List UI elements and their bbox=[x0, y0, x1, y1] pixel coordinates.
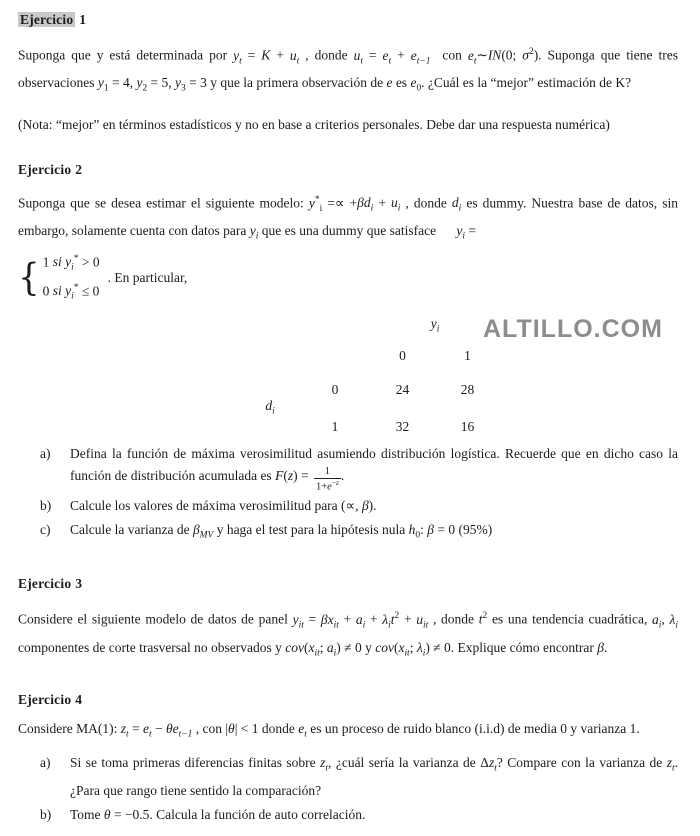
piecewise-case-1: 1 si $y_i^* > 0$ bbox=[42, 253, 100, 273]
table-row-variable: $d_i$ bbox=[265, 397, 275, 417]
table-cell-d1-y1: 16 bbox=[460, 419, 475, 435]
exercise-2-item-list bbox=[18, 443, 678, 546]
exercise-1-title-number: 1 bbox=[79, 12, 87, 27]
item-text: Calcule los valores de máxima verosimilitud para (∝, β). bbox=[70, 497, 377, 513]
exercise-3-title-number: 3 bbox=[75, 576, 83, 592]
table-column-header-0: 0 bbox=[399, 348, 406, 364]
table-cell-d1-y0: 32 bbox=[395, 419, 410, 435]
left-brace-glyph: { bbox=[18, 255, 40, 300]
item-marker: a) bbox=[40, 754, 51, 770]
table-cell-d0-y0: 24 bbox=[395, 381, 410, 397]
exercise-2-title-word: Ejercicio bbox=[18, 161, 72, 177]
altillo-watermark: ALTILLO.COM bbox=[483, 315, 663, 344]
exercise-3-section bbox=[18, 576, 678, 664]
item-marker: a) bbox=[40, 446, 51, 462]
exercise-1-title bbox=[18, 12, 678, 28]
exercise-2-title bbox=[18, 162, 678, 178]
table-row-header-0: 0 bbox=[331, 381, 339, 397]
list-item-a bbox=[40, 443, 678, 493]
item-text: Calcule la varianza de $\beta_{MV}$ y haga el test para la hipótesis nula $h_0$: β = 0 (95%) bbox=[70, 521, 493, 541]
table-cell-d0-y1: 28 bbox=[460, 381, 475, 397]
item-marker: c) bbox=[40, 521, 51, 537]
exercise-2-statement: Suponga que se desea estimar el siguiente modelo: $y^*_i =\propto +\beta d_i + u_i$ , donde $d_i$ es dummy. Nuestra base de datos, sin embargo, solamente cuenta con datos para $y_i$ que es una dummy que satisface $y_i$ = bbox=[18, 194, 678, 242]
list-item-a bbox=[40, 752, 678, 802]
list-item-b bbox=[40, 804, 678, 826]
exercise-3-title-word: Ejercicio bbox=[18, 576, 72, 592]
piecewise-definition bbox=[18, 249, 678, 307]
table-row-header-1: 1 bbox=[331, 419, 339, 435]
item-marker: b) bbox=[40, 497, 52, 513]
item-marker: b) bbox=[40, 806, 52, 822]
exercise-2-section bbox=[18, 162, 678, 546]
table-column-header-1: 1 bbox=[464, 348, 471, 364]
exercise-1-note: (Nota: “mejor” en términos estadísticos y no en base a criterios personales. Debe dar una respuesta numérica) bbox=[18, 116, 610, 132]
exercise-3-title bbox=[18, 576, 678, 592]
list-item-c bbox=[40, 519, 678, 547]
exercise-4-section bbox=[18, 692, 678, 825]
exercise-4-statement: Considere MA(1): $z_t = e_t - \theta e_{t-1}$ , con |θ| < 1 donde $e_t$ es un proceso de ruido blanco (i.i.d) de media 0 y varianza 1. bbox=[18, 721, 640, 740]
exercise-1-title-word: Ejercicio bbox=[20, 12, 74, 27]
piecewise-stack bbox=[43, 249, 100, 307]
piecewise-case-2: 0 si $y_i^* \le 0$ bbox=[42, 282, 100, 303]
exercise-1-section bbox=[18, 12, 678, 136]
exercise-1-statement: Suponga que y está determinada por $y_t = K + u_t$ , donde $u_t = e_t + e_{t-1}$ con $e_t\sim IN(0$; $\sigma^2$). Suponga que tiene tres observaciones $y_1 = 4$, $y_2 = 5$, $y_3 = 3$ y que la primera observación de e es $e_0$. ¿Cuál es la “mejor” estimación de K? bbox=[18, 47, 678, 94]
exercise-4-title-number: 4 bbox=[75, 692, 83, 708]
table-column-variable: $y_i$ bbox=[430, 316, 440, 335]
exercise-4-item-list bbox=[18, 752, 678, 826]
piecewise-after-text: . En particular, bbox=[107, 269, 188, 285]
exercise-4-title bbox=[18, 692, 678, 708]
exercise-2-title-number: 2 bbox=[75, 161, 83, 177]
item-text: Tome θ = −0.5. Calcula la función de auto correlación. bbox=[70, 806, 366, 822]
list-item-b bbox=[40, 495, 678, 517]
item-text: Defina la función de máxima verosimilitud asumiendo distribución logística. Recuerde que en dicho caso la función de distribución acumulada es F(z) = $\frac{1}{1+e^{-z}}$ . bbox=[70, 446, 678, 493]
exercise-4-title-word: Ejercicio bbox=[18, 692, 72, 708]
item-text: Si se toma primeras diferencias finitas sobre $z_t$, ¿cuál sería la varianza de $\Delta z_t$? Compare con la varianza de $z_t$. ¿Para que rango tiene sentido la comparación? bbox=[70, 754, 679, 798]
contingency-table-region bbox=[18, 313, 678, 437]
exercise-3-statement: Considere el siguiente modelo de datos de panel $y_{it} = \beta x_{it} + a_i + \lambda_it^2 + u_{it}$ , donde $t^2$ es una tendencia cuadrática, $a_i$, $\lambda_i$ componentes de corte trasversal no observados y $cov(x_{it}$; $a_i) \ne 0$ y $cov(x_{it}$; $\lambda_i) \ne 0$. Explique cómo encontrar β. bbox=[18, 611, 678, 659]
